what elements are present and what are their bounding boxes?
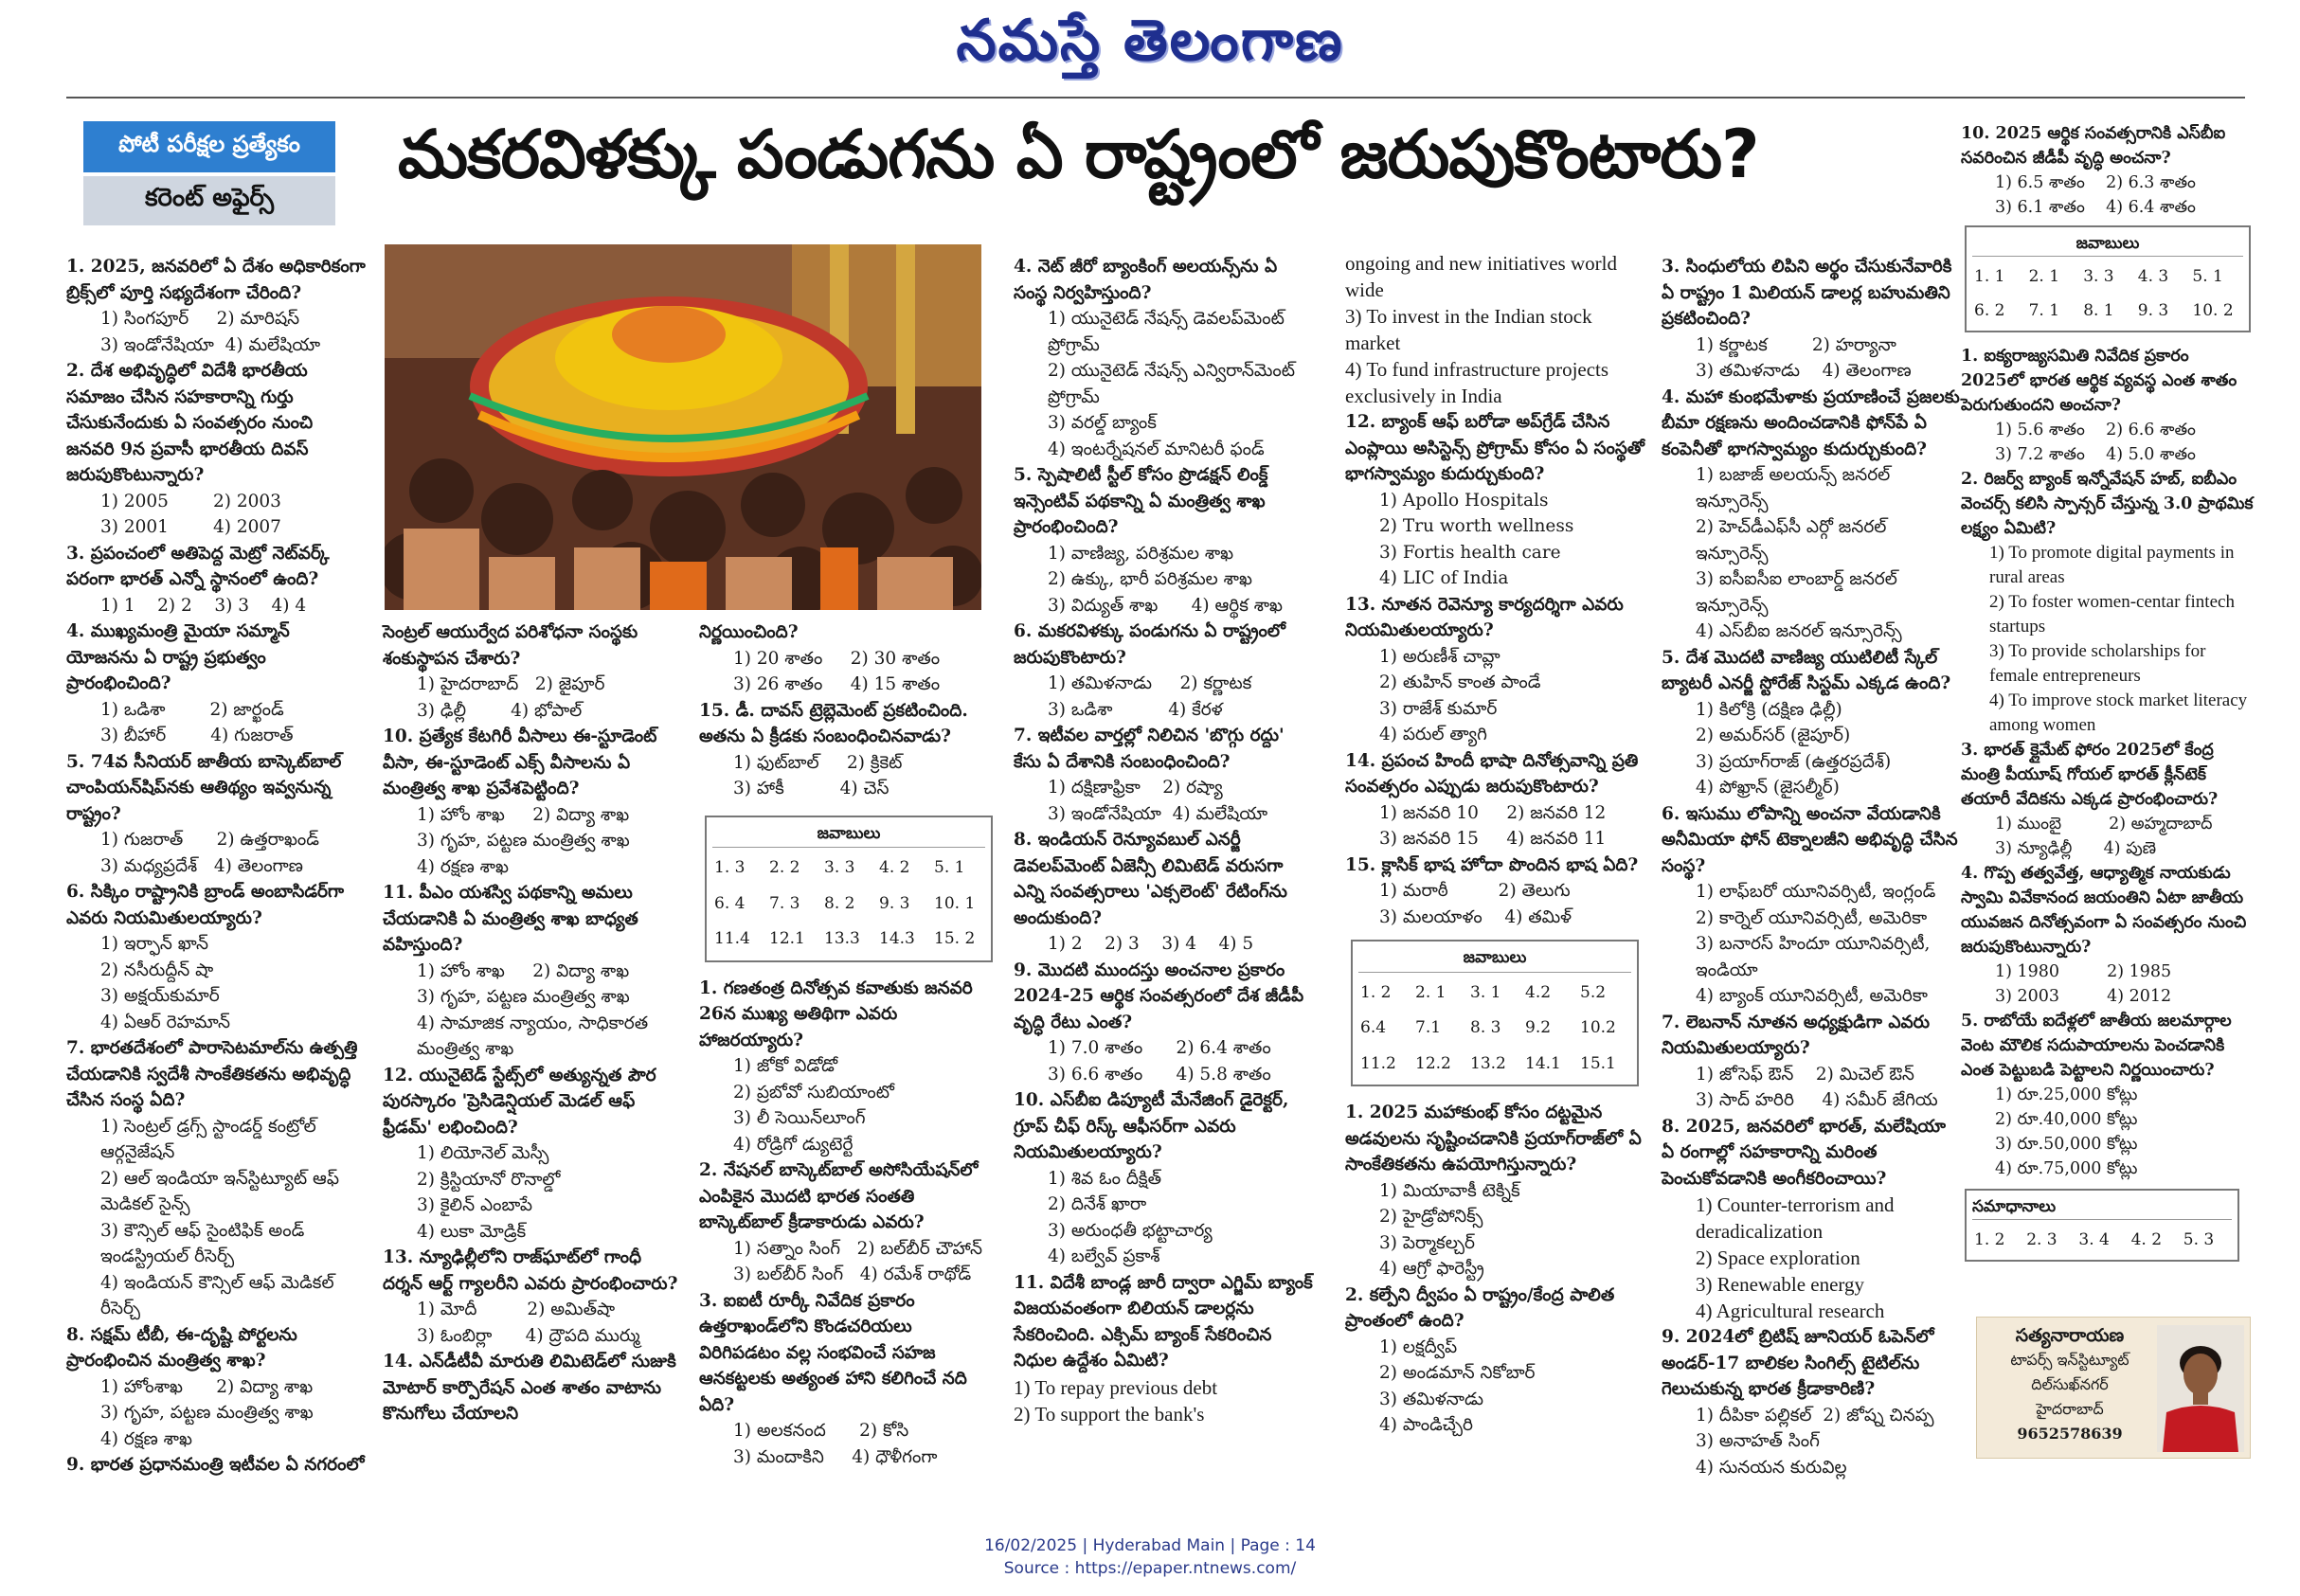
answer-option: 1) లియోనెల్ మెస్సీ [417, 1143, 549, 1163]
footer-source: Source : https://epaper.ntnews.com/ [1003, 1559, 1297, 1578]
page-headline: మకరవిళక్కు పండుగను ఏ రాష్ట్రంలో జరుపుకొంటారు? [398, 116, 1759, 193]
answer-key-item: 5. 1 [2192, 267, 2223, 286]
question-text: 3. భారత్ క్లైమేట్ ఫోరం 2025లో కేంద్ర మంత్రి పీయూష్ గోయల్ భారత్ క్లీన్‌టెక్ తయారీ వేదికను ఎక్కడ ప్రారంభించారు? [1961, 741, 2219, 809]
answer-option: 3) రాజేశ్ కుమార్ [1379, 698, 1498, 719]
answer-option: 3) లీ సెయిన్‌లూంగ్ [733, 1108, 866, 1128]
question-text: 1. ఐక్యరాజ్యసమితి నివేదిక ప్రకారం 2025లో భారత ఆర్థిక వ్యవస్థ ఎంత శాతం పెరుగుతుందని అంచనా? [1961, 347, 2237, 415]
question-text: 4. నెట్ జీరో బ్యాంకింగ్ అలయన్స్‌ను ఏ సంస్థ నిర్వహిస్తుంది? [1014, 257, 1278, 303]
answer-option: 4) పోఖ్రాన్ (జైసల్మీర్) [1696, 778, 1840, 798]
answers-title: జవాబులు [1358, 945, 1631, 973]
answer-option: 3) మందాకిని 4) ధౌళీగంగా [733, 1446, 938, 1467]
answer-option: 1) కర్ణాటక 2) హర్యానా [1696, 334, 1896, 355]
answer-option: 3) గృహ, పట్టణ మంత్రిత్వ శాఖ [417, 831, 630, 851]
answer-option: 3) 6.1 శాతం 4) 6.4 శాతం [1995, 198, 2196, 217]
answer-option: 4) ఇంటర్నేషనల్ మానిటరీ ఫండ్ [1048, 439, 1265, 459]
column-1 [66, 254, 366, 1479]
answer-option: 3) 6.6 శాతం 4) 5.8 శాతం [1048, 1064, 1271, 1085]
answer-option: 3) బనారస్ హిందూ యూనివర్సిటీ, ఇండియా [1696, 934, 1936, 980]
answer-option: 3) తమిళనాడు 4) తెలంగాణ [1696, 361, 1912, 381]
newspaper-title: నమస్తే తెలంగాణ [956, 8, 1344, 74]
question-text: 3. సింధులోయ లిపిని అర్థం చేసుకునేవారికి ఏ రాష్ట్రం 1 మిలియన్ డాలర్ల బహుమతిని ప్రకటించింది? [1662, 257, 1952, 329]
answer-option: 3) ఢిల్లీ 4) భోపాల్ [417, 700, 583, 721]
answer-option: 2) దినేశ్ ఖారా [1048, 1194, 1147, 1214]
answer-option: 1) హైదరాబాద్ 2) జైపూర్ [417, 674, 605, 694]
answer-key-item: 9. 3 [2137, 301, 2169, 320]
answer-option: 3) గృహ, పట్టణ మంత్రిత్వ శాఖ [417, 987, 630, 1007]
answer-key-item: 6. 4 [714, 893, 746, 913]
question-text: 5. స్పెషాలిటీ స్టీల్ కోసం ప్రొడక్షన్ లింక్డ్ ఇన్సెంటివ్ పథకాన్ని ఏ మంత్రిత్వ శాఖ ప్రారంభించింది? [1014, 465, 1268, 537]
answer-option: 4) ఆగ్రో ఫారెస్ట్రీ [1379, 1259, 1484, 1279]
question-text: 13. నూతన రెవెన్యూ కార్యదర్శిగా ఎవరు నియమితులయ్యారు? [1345, 594, 1624, 640]
answer-key-item: 3. 1 [1470, 982, 1501, 1002]
answer-option: 1) హోం శాఖ 2) విద్యా శాఖ [417, 960, 630, 981]
answer-option: 3) కౌన్సిల్ ఆఫ్ సైంటిఫిక్ అండ్ ఇండస్ట్రియల్ రీసెర్చ్ [100, 1220, 311, 1266]
answer-option: 1) లక్షద్వీప్ [1379, 1336, 1458, 1357]
answer-option: 2) హెచ్‌డీఎఫ్‌సీ ఎర్గో జనరల్ ఇన్సూరెన్స్ [1696, 517, 1893, 564]
answer-option: 2) యునైటెడ్ నేషన్స్ ఎన్విరాన్‌మెంట్ ప్రోగ్రామ్ [1048, 361, 1301, 407]
answer-key-item: 7. 3 [769, 893, 800, 913]
answer-option: 1) శివ ఓం దీక్షిత్ [1048, 1168, 1161, 1189]
section-kicker [83, 121, 335, 225]
answer-option: 2) Tru worth wellness [1379, 516, 1574, 536]
answer-option: 1) తమిళనాడు 2) కర్ణాటక [1048, 673, 1252, 693]
question-text: 9. 2024లో బ్రిటిష్ జూనియర్ ఓపెన్‌లో అండర్-17 బాలికల సింగిల్స్ టైటిల్‌ను గెలుచుకున్న భారత క్రీడాకారిణి? [1662, 1327, 1934, 1399]
answers-grid [1358, 977, 1631, 1082]
answer-option: 4) రక్షణ శాఖ [100, 1428, 192, 1449]
answer-key-item: 1. 3 [714, 858, 746, 877]
crowd-illustration [385, 244, 981, 610]
question-text: 12. యునైటెడ్ స్టేట్స్‌లో అత్యున్నత పౌర పురస్కారం 'ప్రెసిడెన్షియల్ మెడల్ ఆఫ్ ఫ్రీడమ్' లభించింది? [383, 1065, 656, 1138]
answer-option: 4) సునయన కురువిల్ల [1696, 1457, 1847, 1478]
answer-option: 4) సామాజిక న్యాయం, సాధికారత మంత్రిత్వ శాఖ [417, 1013, 654, 1059]
answer-option: 3) గృహ, పట్టణ మంత్రిత్వ శాఖ [100, 1403, 314, 1423]
answer-key-item: 1. 1 [1974, 267, 2005, 286]
answer-option: 1) లాఫ్‌బరో యూనివర్సిటీ, ఇంగ్లండ్ [1696, 882, 1936, 902]
answer-option: 3) ఒడిశా 4) కేరళ [1048, 699, 1223, 720]
answer-option: 2) కార్నెల్ యూనివర్సిటీ, అమెరికా [1696, 907, 1928, 928]
answer-option: 1) జోకో విడోడో [733, 1056, 838, 1076]
question-text: 9. భారత ప్రధానమంత్రి ఇటీవల ఏ నగరంలో [66, 1455, 365, 1475]
answer-option: 1) దక్షిణాఫ్రికా 2) రష్యా [1048, 778, 1223, 798]
author-phone: 9652578639 [2017, 1425, 2123, 1443]
page-footer [0, 1534, 2300, 1580]
answer-key-item: 5.2 [1580, 982, 1607, 1002]
answer-key-item: 14.3 [879, 929, 915, 948]
answers-grid [712, 852, 985, 957]
answers-box-1 [705, 816, 993, 962]
question-text: 5. దేశ మొదటి వాణిజ్య యుటిలిటీ స్కేల్ బ్యాటరీ ఎనర్జీ స్టోరేజ్ సిస్టమ్ ఎక్కడ ఉంది? [1662, 647, 1951, 693]
english-option: 4) Agricultural research [1696, 1300, 1885, 1322]
answer-key-item: 2. 2 [769, 858, 800, 877]
answer-option: 4) బల్వేవ్ ప్రకాశ్ [1048, 1246, 1160, 1266]
answer-key-item: 8. 3 [1470, 1018, 1501, 1037]
answer-option: 2) తుహిన్ కాంత పాండే [1379, 672, 1541, 692]
question-text: 3. ప్రపంచంలో అతిపెద్ద మెట్రో నెట్‌వర్క్ పరంగా భారత్ ఎన్నో స్థానంలో ఉంది? [66, 543, 330, 589]
question-text: 2. దేశ అభివృద్ధిలో విదేశీ భారతీయ సమాజం చేసిన సహకారాన్ని గుర్తు చేసుకునేందుకు ఏ సంవత్సరం నుంచి జనవరి 9న ప్రవాసీ భారతీయ దివస్ జరుపుకొంటున్నారు? [66, 361, 314, 485]
question-text: 15. డీ. దావస్ ట్రెబ్లెమెంట్ ప్రకటించింది. అతను ఏ క్రీడకు సంబంధించినవాడు? [699, 700, 968, 746]
answer-option: 3) కైలిన్ ఎంబాపే [417, 1195, 533, 1215]
answer-option: 4) LIC of India [1379, 568, 1509, 588]
answer-key-item: 1. 2 [1974, 1230, 2005, 1249]
answer-option: 2) రూ.40,000 కోట్లు [1995, 1110, 2138, 1129]
question-text: 3. ఐఐటీ రూర్కీ నివేదిక ప్రకారం ఉత్తరాఖండ్‌లోని కొండచరియలు విరిగిపడటం వల్ల సంభవించే సహజ ఆనకట్టలకు అత్యంత హాని కలిగించే నది ఏది? [699, 1290, 967, 1415]
english-option: 1) Counter-terrorism and deradicalization [1696, 1193, 1895, 1243]
author-box [1976, 1317, 2251, 1459]
answer-option: 2) నసీరుద్దీన్ షా [100, 959, 214, 980]
answer-key-item: 10. 1 [934, 893, 976, 913]
answer-option: 4) పరుల్ త్యాగి [1379, 725, 1487, 744]
question-text: 2. నేషనల్ బాస్కెట్‌బాల్ అసోసియేషన్‌లో ఎంపికైన మొదటి భారత సంతతి బాస్కెట్‌బాల్ క్రీడాకారుడు ఎవరు? [699, 1160, 979, 1232]
answer-option: 1) 20 శాతం 2) 30 శాతం [733, 648, 941, 669]
author-org: టాపర్స్ ఇన్‌స్టిట్యూట్ [2010, 1351, 2129, 1369]
answer-key-item: 4. 2 [2130, 1230, 2163, 1249]
answer-option: 3) బల్‌బీర్ సింగ్ 4) రమేశ్ రాథోడ్ [733, 1264, 972, 1284]
answer-key-item: 2. 1 [1415, 982, 1446, 1002]
answers-title: సమాధానాలు [1972, 1194, 2232, 1220]
answer-option: 1) 2005 2) 2003 [100, 491, 281, 511]
answer-option: 1) 1980 2) 1985 [1995, 962, 2172, 981]
answer-key-item: 3. 3 [2083, 267, 2114, 286]
question-text: నిర్ణయించింది? [699, 622, 799, 642]
answer-key-item: 12.1 [769, 929, 805, 948]
answer-option: 3) 26 శాతం 4) 15 శాతం [733, 674, 941, 694]
answer-option: 1) 5.6 శాతం 2) 6.6 శాతం [1995, 421, 2196, 439]
answer-key-item: 4.2 [1525, 982, 1552, 1002]
column-3 [699, 619, 998, 1470]
column-4 [1014, 254, 1313, 1427]
answer-key-item: 6.4 [1360, 1018, 1387, 1037]
answer-option: 1) హోంశాఖ 2) విద్యా శాఖ [100, 1376, 314, 1397]
answer-key-item: 13.3 [824, 929, 860, 948]
answer-option: 3) 7.2 శాతం 4) 5.0 శాతం [1995, 445, 2196, 464]
kicker-label-top: పోటీ పరీక్షల ప్రత్యేకం [83, 121, 335, 172]
question-text: 5. 74వ సీనియర్ జాతీయ బాస్కెట్‌బాల్ చాంపియన్‌షిప్‌నకు ఆతిథ్యం ఇవ్వనున్న రాష్ట్రం? [66, 751, 342, 824]
answer-key-item: 5. 1 [934, 858, 965, 877]
answer-option: 3) 2003 4) 2012 [1995, 987, 2172, 1006]
author-details [1985, 1323, 2155, 1446]
answer-option: 4) ఏఆర్ రెహమాన్ [100, 1012, 230, 1032]
answer-option: 2) అమర్‌సర్ (జైపూర్) [1696, 726, 1851, 745]
answer-key-item: 7.1 [1415, 1018, 1442, 1037]
question-text: 8. ఇండియన్ రెన్యూవబుల్ ఎనర్జీ డెవలప్‌మెంట్ ఏజెన్సీ లిమిటెడ్ వరుసగా ఎన్ని సంవత్సరాలు 'ఎక్సలెంట్' రేటింగ్‌ను అందుకుంది? [1014, 830, 1287, 928]
answer-option: 1) 7.0 శాతం 2) 6.4 శాతం [1048, 1038, 1271, 1058]
answer-option: 3) అనాహత్ సింగ్ [1696, 1431, 1820, 1451]
answer-option: 3) మలయాళం 4) తమిళ్ [1379, 906, 1572, 927]
english-option: ongoing and new initiatives world wide [1345, 252, 1617, 301]
answers-grid [1972, 1224, 2232, 1256]
answer-option: 1) బజాజ్ అలయన్స్ జనరల్ ఇన్సూరెన్స్ [1696, 465, 1896, 511]
question-text: 7. భారతదేశంలో పారాసెటమాల్‌ను ఉత్పత్తి చేయడానికి స్వదేశీ సాంకేతికతను అభివృద్ధి చేసిన సంస్థ ఏది? [66, 1038, 358, 1110]
answer-key-item: 15.1 [1580, 1053, 1616, 1073]
question-text: 1. 2025 మహాకుంభ్ కోసం దట్టమైన అడవులను సృష్టించడానికి ప్రయాగ్‌రాజ్‌లో ఏ సాంకేతికతను ఉపయోగిస్తున్నారు? [1345, 1103, 1642, 1175]
english-option: 3) To provide scholarships for female entrepreneurs [1989, 641, 2206, 686]
answer-key-item: 4. 2 [879, 858, 910, 877]
answers-grid [1972, 260, 2243, 327]
question-text: 6. మకరవిళక్కు పండుగను ఏ రాష్ట్రంలో జరుపుకొంటారు? [1014, 621, 1285, 668]
question-text: 6. సిక్కిం రాష్ట్రానికి బ్రాండ్ అంబాసిడర్‌గా ఎవరు నియమితులయ్యారు? [66, 882, 345, 928]
question-text: 7. ఇటీవల వార్తల్లో నిలిచిన 'బొగ్గు రద్దు' కేసు ఏ దేశానికి సంబంధించింది? [1014, 726, 1285, 772]
answer-option: 1) 1 2) 2 3) 3 4) 4 [100, 595, 307, 616]
question-text: 14. ఎన్‌డీటీవీ మారుతి లిమిటెడ్‌లో సుజుకి మోటార్ కార్పొరేషన్ ఎంత శాతం వాటాను కొనుగోలు చేయాలని [383, 1352, 676, 1424]
answer-option: 2) ప్రబోవో సుబియాంటో [733, 1082, 894, 1103]
english-option: 4) To fund infrastructure projects exclusively in India [1345, 358, 1609, 407]
author-portrait [2157, 1325, 2244, 1452]
answer-option: 1) మరాఠీ 2) తెలుగు [1379, 881, 1571, 901]
answer-option: 1) Apollo Hospitals [1379, 490, 1549, 511]
answer-option: 3) అరుంధతీ భట్టాచార్య [1048, 1220, 1213, 1241]
question-text: 4. గొప్ప తత్వవేత్త, ఆధ్యాత్మిక నాయకుడు స్వామి వివేకానంద జయంతిని ఏటా జాతీయ యువజన దినోత్సవంగా ఏ సంవత్సరం నుంచి జరుపుకొంటున్నారు? [1961, 864, 2247, 957]
masthead-rule [66, 97, 2245, 99]
answer-option: 2) అండమాన్ నికోబార్ [1379, 1363, 1536, 1383]
answers-box-2 [1351, 940, 1639, 1086]
question-text: 13. న్యూఢిల్లీలోని రాజ్‌ఘాట్‌లో గాంధీ దర్శన్ ఆర్ట్ గ్యాలరీని ఎవరు ప్రారంభించారు? [383, 1247, 678, 1294]
answer-option: 1) జోసెఫ్ ఔన్ 2) మిచెల్ ఔన్ [1696, 1064, 1914, 1085]
answer-key-item: 11.4 [714, 929, 750, 948]
answer-option: 4) ఎస్‌బీఐ జనరల్ ఇన్సూరెన్స్ [1696, 621, 1902, 641]
english-option: 3) Renewable energy [1696, 1273, 1865, 1296]
answer-option: 1) మోదీ 2) అమిత్‌షా [417, 1300, 616, 1319]
author-photo [2157, 1325, 2244, 1452]
answer-option: 4) రూ.75,000 కోట్లు [1995, 1159, 2138, 1178]
answer-key-item: 1. 2 [1360, 982, 1392, 1002]
answer-option: 4) ఇండియన్ కౌన్సిల్ ఆఫ్ మెడికల్ రీసెర్చ్ [100, 1272, 340, 1318]
answer-option: 1) దీపికా పల్లికల్ 2) జోష్న చినప్ప [1696, 1405, 1934, 1426]
answer-option: 3) రూ.50,000 కోట్లు [1995, 1135, 2138, 1154]
answer-key-item: 3. 4 [2078, 1230, 2110, 1249]
answer-key-item: 11.2 [1360, 1053, 1396, 1073]
english-option: 2) To support the bank's [1014, 1402, 1205, 1426]
answer-option: 1) వాణిజ్య, పరిశ్రమల శాఖ [1048, 543, 1234, 564]
answer-key-item: 8. 1 [2083, 301, 2114, 320]
answer-option: 3) హాకీ 4) చెస్ [733, 779, 889, 798]
answer-option: 1) ముంబై 2) అహ్మదాబాద్ [1995, 815, 2213, 834]
answer-option: 4) రోడ్రిగో డ్యుటెర్టే [733, 1134, 854, 1155]
column-5 [1345, 250, 1644, 1439]
column-2 [383, 619, 682, 1427]
answer-option: 1) సత్నాం సింగ్ 2) బల్‌బీర్ చౌహాన్ [733, 1238, 982, 1259]
english-option: 2) Space exploration [1696, 1246, 1860, 1269]
answer-key-item: 5. 3 [2183, 1230, 2215, 1249]
english-option: 4) To improve stock market literacy among women [1989, 690, 2248, 735]
answer-key-item: 10.2 [1580, 1018, 1616, 1037]
question-text: 11. పీఎం యశస్వి పథకాన్ని అమలు చేయడానికి ఏ మంత్రిత్వ శాఖ బాధ్యత వహిస్తుంది? [383, 883, 638, 955]
answer-option: 3) ప్రయాగ్‌రాజ్ (ఉత్తరప్రదేశ్) [1696, 751, 1892, 772]
question-text: 4. ముఖ్యమంత్రి మైయా సమ్మాన్ యోజనను ఏ రాష్ట్ర ప్రభుత్వం ప్రారంభించింది? [66, 621, 290, 693]
answer-key-item: 9.2 [1525, 1018, 1552, 1037]
answer-option: 1) ఇర్ఫాన్ ఖాన్ [100, 934, 208, 954]
answer-option: 3) మధ్యప్రదేశ్ 4) తెలంగాణ [100, 855, 303, 876]
answer-key-item: 3. 3 [824, 858, 855, 877]
answer-option: 4) లుకా మోడ్రిక్ [417, 1221, 527, 1242]
english-option: 2) To foster women-centar fintech startups [1989, 592, 2235, 637]
answer-option: 3) బీహార్ 4) గుజరాత్ [100, 726, 294, 745]
author-place-1: దిల్‌సుఖ్‌నగర్ [2031, 1375, 2109, 1393]
answer-key-item: 10. 2 [2192, 301, 2234, 320]
answer-option: 3) వరల్డ్ బ్యాంక్ [1048, 413, 1157, 433]
answer-option: 1) అలకనంద 2) కోసి [733, 1421, 909, 1441]
answer-key-item: 12.2 [1415, 1053, 1451, 1073]
question-text: 2. రిజర్వ్ బ్యాంక్ ఇన్నోవేషన్ హబ్, ఐబీఎం వెంచర్స్ కలిసి స్పాన్సర్ చేస్తున్న 3.0 ప్రాథమిక లక్ష్యం ఏమిటి? [1961, 470, 2254, 538]
answer-option: 1) ఒడిశా 2) జార్ఖండ్ [100, 699, 284, 720]
answer-option: 4) పాండిచ్చేరి [1379, 1415, 1474, 1435]
author-place-2: హైదరాబాద్ [2036, 1400, 2104, 1418]
author-name: సత్యనారాయణ [2015, 1325, 2125, 1346]
answer-option: 2) క్రిస్టియానో రొనాల్డో [417, 1169, 561, 1190]
answer-option: 1) జనవరి 10 2) జనవరి 12 [1379, 802, 1607, 823]
question-text: 8. 2025, జనవరిలో భారత్, మలేషియా ఏ రంగాల్లో సహకారాన్ని మరింత పెంచుకోవడానికి అంగీకరించాయి? [1662, 1116, 1946, 1189]
question-text: సెంట్రల్ ఆయుర్వేద పరిశోధనా సంస్థకు శంకుస్థాపన చేశారు? [383, 622, 638, 669]
answer-key-item: 7. 1 [2028, 301, 2060, 320]
answer-key-item: 6. 2 [1974, 301, 2005, 320]
english-option: 1) To promote digital payments in rural areas [1989, 543, 2235, 587]
answer-option: 3) ఓంబిర్లా 4) ద్రౌపది ముర్ము [417, 1325, 640, 1346]
answer-key-item: 2. 1 [2028, 267, 2060, 286]
answer-option: 2) హైడ్రోపోనిక్స్ [1379, 1207, 1483, 1227]
answer-key-item: 9. 3 [879, 893, 910, 913]
question-text: 9. మొదటి ముందస్తు అంచనాల ప్రకారం 2024-25 ఆర్థిక సంవత్సరంలో దేశ జీడీపీ వృద్ధి రేటు ఎంత? [1014, 959, 1304, 1032]
answer-option: 3) ఇండోనేషియా 4) మలేషియా [100, 334, 321, 355]
question-text: 14. ప్రపంచ హిందీ భాషా దినోత్సవాన్ని ప్రతి సంవత్సరం ఎప్పుడు జరుపుకొంటారు? [1345, 750, 1639, 797]
answer-key-item: 2. 3 [2026, 1230, 2057, 1249]
answers-title: జవాబులు [712, 821, 985, 849]
answer-option: 1) మియావాకీ టెక్నిక్ [1379, 1180, 1520, 1201]
answer-option: 1) గుజరాత్ 2) ఉత్తరాఖండ్ [100, 830, 319, 850]
question-text: 6. ఇసుము లోపాన్ని అంచనా వేయడానికి అనీమియా ఫోన్ టెక్నాలజీని అభివృద్ధి చేసిన సంస్థ? [1662, 803, 1958, 876]
answer-option: 2) ఆల్ ఇండియా ఇన్‌స్టిట్యూట్ ఆఫ్ మెడికల్ సైన్స్ [100, 1168, 345, 1214]
answer-option: 2) ఉక్కు, భారీ పరిశ్రమల శాఖ [1048, 569, 1252, 589]
question-text: 7. లెబనాన్ నూతన అధ్యక్షుడిగా ఎవరు నియమితులయ్యారు? [1662, 1012, 1931, 1058]
question-text: 8. సక్షమ్ టీబీ, ఈ-దృష్టి పోర్టలను ప్రారంభించిన మంత్రిత్వ శాఖ? [66, 1324, 297, 1371]
answer-option: 3) పెర్మాకల్చర్ [1379, 1232, 1475, 1253]
answer-key-item: 13.2 [1470, 1053, 1506, 1073]
answer-option: 1) యునైటెడ్ నేషన్స్ డెవలప్‌మెంట్ ప్రోగ్రామ్ [1048, 309, 1290, 355]
english-option: 1) To repay previous debt [1014, 1375, 1218, 1399]
answer-option: 1) కిలోక్రి (దక్షిణ ఢిల్లీ) [1696, 699, 1842, 720]
answer-option: 1) 6.5 శాతం 2) 6.3 శాతం [1995, 173, 2196, 192]
answer-option: 1) హోం శాఖ 2) విద్యా శాఖ [417, 804, 630, 825]
answer-key-item: 15. 2 [934, 929, 976, 948]
answer-option: 3) తమిళనాడు [1379, 1389, 1484, 1409]
column-7 [1961, 121, 2255, 1262]
answers-title: జవాబులు [1972, 231, 2243, 257]
answer-option: 3) Fortis health care [1379, 542, 1561, 563]
question-text: 15. క్లాసిక్ భాష హోదా పొందిన భాష ఏది? [1345, 854, 1639, 875]
question-text: 10. 2025 ఆర్థిక సంవత్సరానికి ఎస్‌బీఐ సవరించిన జీడీపీ వృద్ధి అంచనా? [1961, 124, 2226, 168]
answer-option: 3) న్యూఢిల్లీ 4) పుణె [1995, 839, 2157, 858]
answer-option: 1) అరుణీశ్ చావ్లా [1379, 646, 1500, 667]
answer-option: 1) సింగపూర్ 2) మారిషస్ [100, 309, 300, 329]
festival-photo [385, 244, 981, 610]
answer-option: 1) సెంట్రల్ డ్రగ్స్ స్టాండర్డ్ కంట్రోల్ ఆర్గనైజేషన్ [100, 1116, 322, 1162]
answer-key-item: 4. 3 [2137, 267, 2169, 286]
question-text: 1. గణతంత్ర దినోత్సవ కవాతుకు జనవరి 26న ముఖ్య అతిథిగా ఎవరు హాజరయ్యారు? [699, 977, 973, 1050]
column-6 [1662, 254, 1961, 1480]
footer-dateline: 16/02/2025 | Hyderabad Main | Page : 14 [984, 1536, 1316, 1555]
question-text: 12. బ్యాంక్ ఆఫ్ బరోడా అప్‌గ్రేడ్ చేసిన ఎంప్లాయి అసిస్టెన్స్ ప్రోగ్రామ్ కోసం ఏ సంస్థతో భాగస్వామ్యం కుదుర్చుకుంది? [1345, 412, 1644, 484]
answer-option: 3) విద్యుత్ శాఖ 4) ఆర్థిక శాఖ [1048, 595, 1284, 616]
answer-key-item: 8. 2 [824, 893, 855, 913]
question-text: 10. ప్రత్యేక కేటగిరీ వీసాలు ఈ-స్టూడెంట్ వీసా, ఈ-స్టూడెంట్ ఎక్స్ వీసాలను ఏ మంత్రిత్వ శాఖ ప్రవేశపెట్టింది? [383, 726, 657, 798]
answer-option: 1) 2 2) 3 3) 4 4) 5 [1048, 934, 1254, 954]
answer-option: 3) ఇండోనేషియా 4) మలేషియా [1048, 803, 1268, 824]
question-text: 5. రాబోయే ఐదేళ్లలో జాతీయ జలమార్గాల వెంట మౌలిక సదుపాయాలను పెంచడానికి ఎంత పెట్టుబడి పెట్టాలని నిర్ణయించారు? [1961, 1012, 2232, 1080]
answer-key-item: 14.1 [1525, 1053, 1561, 1073]
question-text: 2. కల్పేని ద్వీపం ఏ రాష్ట్రం/కేంద్ర పాలిత ప్రాంతంలో ఉంది? [1345, 1284, 1615, 1331]
answer-option: 1) ఫుట్‌బాల్ 2) క్రికెట్ [733, 752, 903, 773]
answer-option: 3) ఐసీఐసీఐ లాంబార్డ్ జనరల్ ఇన్సూరెన్స్ [1696, 569, 1903, 616]
question-text: 10. ఎస్‌బీఐ డిప్యూటీ మేనేజింగ్ డైరెక్టర్, గ్రూప్ చీఫ్ రిస్క్ ఆఫీసర్‌గా ఎవరు నియమితులయ్యారు? [1014, 1090, 1289, 1162]
question-text: 1. 2025, జనవరిలో ఏ దేశం అధికారికంగా బ్రిక్స్‌లో పూర్తి సభ్యదేశంగా చేరింది? [66, 257, 366, 303]
answers-box-3 [1965, 225, 2251, 332]
answer-option: 1) రూ.25,000 కోట్లు [1995, 1085, 2138, 1104]
answer-option: 3) 2001 4) 2007 [100, 517, 281, 537]
question-text: 4. మహా కుంభమేళాకు ప్రయాణించే ప్రజలకు బీమా రక్షణను అందించడానికి ఫోన్‌పే ఏ కంపెనీతో భాగస్వామ్యం కుదుర్చుకుంది? [1662, 386, 1960, 459]
kicker-label-bottom: కరెంట్ అఫైర్స్ [83, 176, 335, 225]
answer-option: 3) సాద్ హరిరి 4) సమీర్ జేగియ [1696, 1090, 1938, 1110]
answer-option: 4) రక్షణ శాఖ [417, 856, 509, 877]
answer-option: 3) అక్షయ్‌కుమార్ [100, 986, 220, 1006]
english-option: 3) To invest in the Indian stock market [1345, 305, 1592, 354]
answer-option: 3) జనవరి 15 4) జనవరి 11 [1379, 829, 1607, 849]
answer-option: 4) బ్యాంక్ యూనివర్సిటీ, అమెరికా [1696, 986, 1928, 1006]
answers-box-4 [1965, 1189, 2239, 1262]
question-text: 11. విదేశీ బాండ్ల జారీ ద్వారా ఎగ్జిమ్ బ్యాంక్ విజయవంతంగా బిలియన్ డాలర్లను సేకరించింది. ఎక్సిమ్ బ్యాంక్ సేకరించిన నిధుల ఉద్దేశం ఏమిటి? [1014, 1272, 1313, 1371]
masthead [0, 8, 2300, 83]
